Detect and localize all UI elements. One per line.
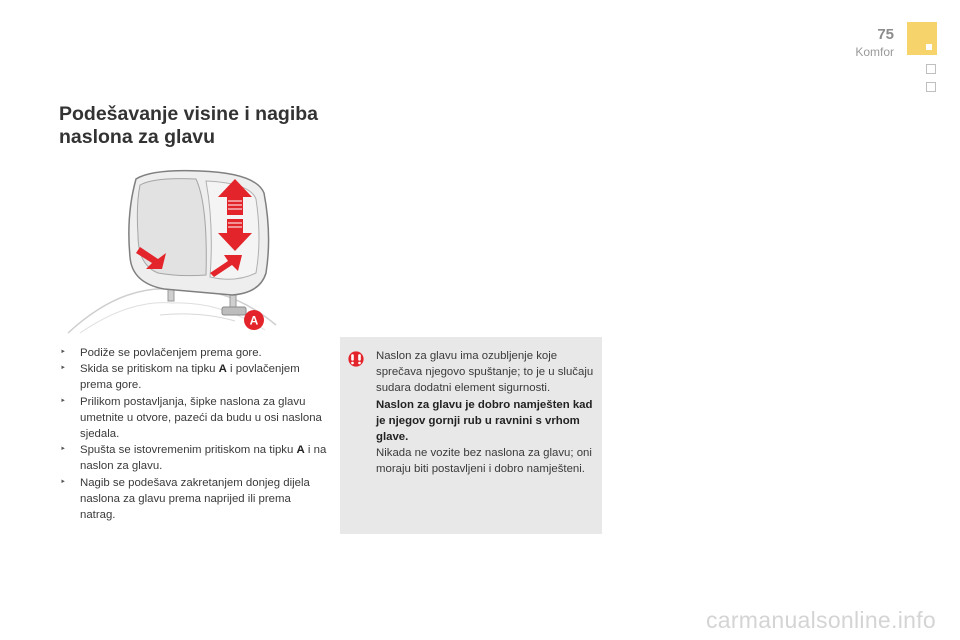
bullet-icon: ‣ (60, 476, 66, 488)
instruction-item (60, 394, 328, 443)
section-name: Komfor (855, 45, 894, 59)
warning-emphasis: Naslon za glavu je dobro namješten kad je njegov gornji rub u ravnini s vrhom glave. (376, 398, 593, 444)
warning-intro: Naslon za glavu ima ozubljenje koje sprečava njegovo spuštanje; to je u slučaju sudara dodatni element sigurnosti. (376, 350, 594, 395)
instruction-item (60, 345, 328, 361)
instruction-list (60, 345, 328, 523)
chapter-tab-marker (926, 44, 932, 50)
callout-a-label: A (249, 313, 259, 328)
bullet-icon: ‣ (60, 347, 66, 358)
callout-a-badge (244, 310, 264, 330)
bullet-icon: ‣ (60, 363, 66, 375)
page-number: 75 (877, 26, 894, 43)
instruction-text: i povlačenjem prema gore. (80, 363, 300, 392)
instruction-text: Nagib se podešava zakretanjem donjeg dijela naslona za glavu prema naprijed ili prema natrag. (80, 476, 310, 522)
page-title (59, 103, 318, 149)
watermark: carmanualsonline.info (705, 607, 936, 633)
warning-text (376, 348, 596, 478)
release-button[interactable] (222, 307, 246, 315)
instruction-item (60, 475, 328, 524)
instruction-text: Spušta se istovremenim pritiskom na tipku (80, 444, 297, 457)
instruction-text: i na naslon za glavu. (80, 444, 327, 473)
instruction-text: Prilikom postavljanja, šipke naslona za glavu umetnite u otvore, pazeći da budu u osi naslona sjedala. (80, 395, 322, 441)
bullet-icon: ‣ (60, 395, 66, 407)
chapter-tab[interactable] (926, 64, 936, 74)
button-reference: A (218, 363, 227, 376)
bullet-icon: ‣ (60, 444, 66, 456)
page-title-line: naslona za glavu (59, 126, 216, 148)
warning-outro: Nikada ne vozite bez naslona za glavu; oni moraju biti postavljeni i dobro namješteni. (376, 447, 592, 476)
instruction-text: Podiže se povlačenjem prema gore. (80, 347, 262, 359)
instruction-text: Skida se pritiskom na tipku (80, 363, 219, 376)
warning-icon (345, 351, 367, 367)
instruction-item (60, 361, 328, 393)
headrest-illustration (60, 165, 285, 337)
chapter-tab[interactable] (926, 82, 936, 92)
headrest-front-face (137, 179, 206, 276)
button-reference: A (296, 444, 305, 457)
page-title-line: Podešavanje visine i nagiba (59, 103, 319, 125)
instruction-item (60, 442, 328, 474)
chapter-tab-active[interactable] (907, 22, 937, 55)
